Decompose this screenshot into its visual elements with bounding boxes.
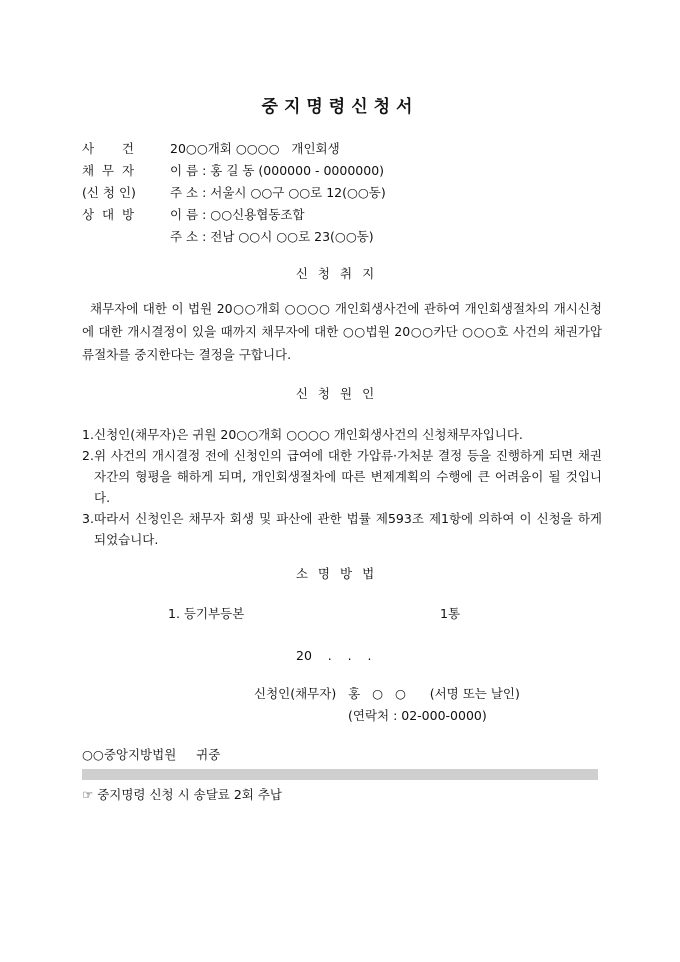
reason-list — [82, 424, 602, 550]
purpose-heading: 신청취지 — [295, 266, 385, 281]
date-line: 20 . . . — [296, 648, 372, 663]
signer-line: 신청인(채무자) 홍 ○ ○ (서명 또는 날인) — [254, 686, 520, 701]
note-line — [82, 787, 282, 803]
counterparty-label: 상 대 방 — [82, 207, 135, 222]
case-value: 20○○개회 ○○○○ 개인회생 — [170, 141, 340, 156]
list-item — [82, 445, 602, 508]
list-item — [82, 424, 602, 445]
debtor-label: 채 무 자 — [82, 163, 135, 178]
reason-text: 위 사건의 개시결정 전에 신청인의 급여에 대한 가압류·가처분 결정 등을 진행하게 되면 채권자간의 형평을 해하게 되며, 개인회생절차에 따른 변제계획의 수행에 큰 어려움이 될 것입니다. — [94, 448, 602, 505]
pointing-hand-icon: ☞ — [82, 787, 94, 802]
divider-bar — [82, 769, 598, 780]
court-addressee: ○○중앙지방법원 귀중 — [82, 747, 221, 762]
applicant-address: 주 소 : 서울시 ○○구 ○○로 12(○○동) — [170, 185, 386, 200]
reason-heading: 신청원인 — [295, 386, 385, 401]
debtor-name: 이 름 : 홍 길 동 (000000 - 0000000) — [170, 163, 385, 178]
reason-number: 1. — [82, 427, 94, 442]
purpose-text: 채무자에 대한 이 법원 20○○개회 ○○○○ 개인회생사건에 관하여 개인회생절차의 개시신청에 대한 개시결정이 있을 때까지 채무자에 대한 ○○법원 20○○카단 ○○○호 사건의 채권가압류절차를 중지한다는 결정을 구합니다. — [82, 301, 602, 362]
evidence-item: 1. 등기부등본 — [168, 606, 245, 621]
applicant-label: (신 청 인) — [82, 185, 136, 200]
note-text: 중지명령 신청 시 송달료 2회 추납 — [97, 787, 282, 802]
reason-number: 3. — [82, 511, 94, 526]
counterparty-name: 이 름 : ○○신용협동조합 — [170, 207, 305, 222]
reason-text: 따라서 신청인은 채무자 회생 및 파산에 관한 법률 제593조 제1항에 의하여 이 신청을 하게 되었습니다. — [94, 511, 602, 547]
reason-text: 신청인(채무자)은 귀원 20○○개회 ○○○○ 개인회생사건의 신청채무자입니다. — [94, 427, 523, 442]
evidence-heading: 소명방법 — [295, 566, 385, 581]
reason-number: 2. — [82, 448, 94, 463]
list-item — [82, 508, 602, 550]
contact-line: (연락처 : 02-000-0000) — [348, 708, 487, 723]
case-label: 사 건 — [82, 141, 134, 156]
document-title: 중지명령신청서 — [261, 97, 419, 117]
counterparty-address: 주 소 : 전남 ○○시 ○○로 23(○○동) — [170, 229, 374, 244]
evidence-count: 1통 — [440, 606, 461, 621]
